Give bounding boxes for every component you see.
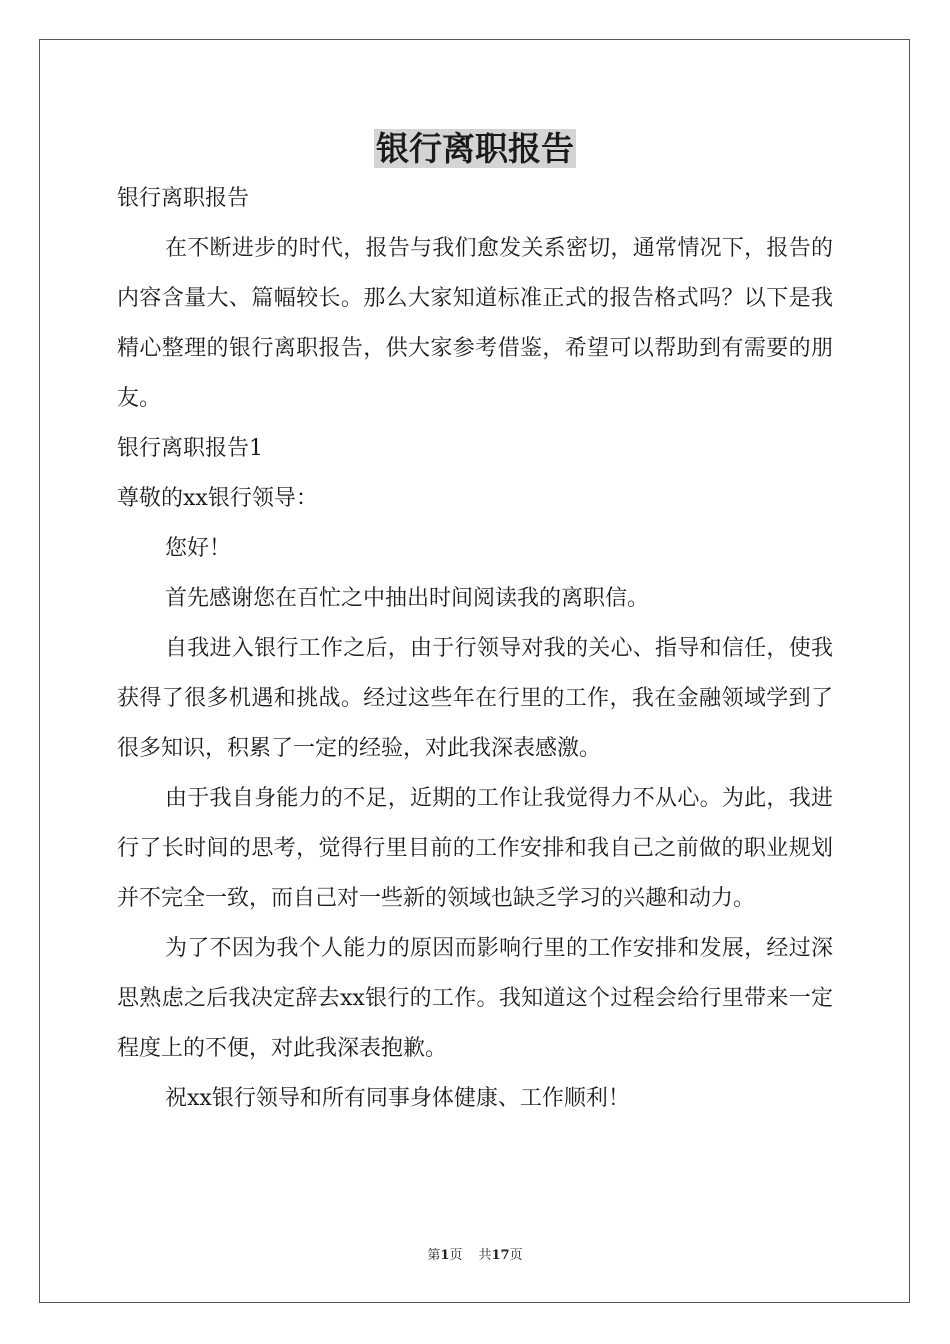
total-prefix: 共 [478,1248,492,1263]
salutation: 尊敬的xx银行领导： [117,486,318,511]
page-suffix: 页 [449,1248,463,1263]
page-number: 1 [440,1248,450,1263]
document-body [117,174,833,1124]
paragraph-thanks: 首先感谢您在百忙之中抽出时间阅读我的离职信。 [165,586,650,611]
total-suffix: 页 [509,1248,523,1263]
paragraph-reason: 由于我自身能力的不足，近期的工作让我觉得力不从心。为此，我进行了长时间的思考，觉得行里目前的工作安排和我自己之前做的职业规划并不完全一致，而自己对一些新的领域也缺乏学习的兴趣和动力。 [117,786,833,911]
paragraph-heading: 银行离职报告 [117,186,250,211]
paragraph-closing-wish: 祝xx银行领导和所有同事身体健康、工作顺利！ [165,1086,630,1111]
paragraph-decision: 为了不因为我个人能力的原因而影响行里的工作安排和发展，经过深思熟虑之后我决定辞去xx银行的工作。我知道这个过程会给行里带来一定程度上的不便，对此我深表抱歉。 [117,936,833,1061]
paragraph-intro: 在不断进步的时代，报告与我们愈发关系密切，通常情况下，报告的内容含量大、篇幅较长。那么大家知道标准正式的报告格式吗？以下是我精心整理的银行离职报告，供大家参考借鉴，希望可以帮助到有需要的朋友。 [117,236,833,411]
paragraph-experience: 自我进入银行工作之后，由于行领导对我的关心、指导和信任，使我获得了很多机遇和挑战。经过这些年在行里的工作，我在金融领域学到了很多知识，积累了一定的经验，对此我深表感激。 [117,636,833,761]
page-prefix: 第 [427,1248,441,1263]
page-footer [0,1247,950,1265]
document-title [0,126,950,172]
greeting: 您好！ [165,536,232,561]
document-title-text: 银行离职报告 [376,129,574,168]
section-heading: 银行离职报告1 [117,436,263,461]
total-pages: 17 [491,1248,510,1263]
